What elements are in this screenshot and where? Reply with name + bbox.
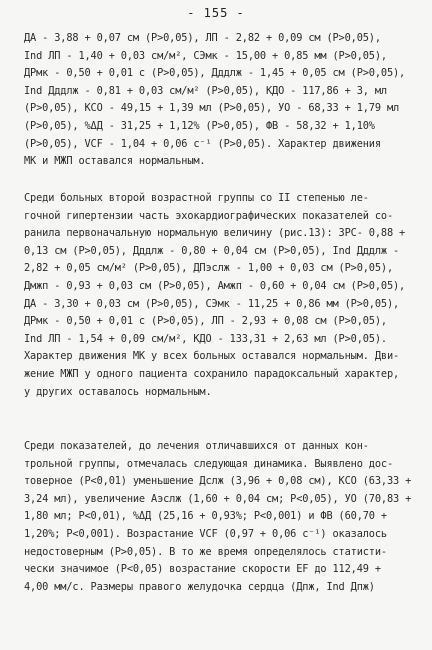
text-line: 0,13 см (Р>0,05), Дддлж - 0,80 + 0,04 см (Р>0,05), Ind Дддлж -	[24, 244, 400, 257]
text-line: жение МЖП у одного пациента сохранило парадоксальный характер,	[24, 367, 400, 380]
text-line: (Р>0,05), VСF - 1,04 + 0,06 с⁻¹ (Р>0,05). Характер движения	[24, 137, 381, 150]
text-line: Ind ЛП - 1,54 + 0,09 см/м², КДО - 133,31 + 2,63 мл (Р>0,05).	[24, 332, 387, 345]
text-line: 1,20%; Р<0,001). Возрастание VСF (0,97 + 0,06 с⁻¹) оказалось	[24, 527, 387, 540]
text-line: Ind ЛП - 1,40 + 0,03 см/м², СЭмк - 15,00 + 0,85 мм (Р>0,05),	[24, 49, 387, 62]
text-line: Среди показателей, до лечения отличавшихся от данных кон-	[24, 440, 369, 452]
text-line: ДРмк - 0,50 + 0,01 с (Р>0,05), ЛП - 2,93 + 0,08 см (Р>0,05),	[24, 315, 387, 328]
text-line: у других оставалось нормальным.	[24, 385, 212, 398]
text-line: Характер движения МК у всех больных оставался нормальным. Дви-	[24, 350, 400, 363]
text-line: чески значимое (Р<0,05) возрастание скорости EF до 112,49 +	[24, 563, 381, 576]
text-line: Дмжп - 0,93 + 0,03 см (Р>0,05), Амжп - 0,60 + 0,04 см (Р>0,05),	[24, 279, 406, 292]
text-line: 1,80 мл; Р<0,01), %ΔД (25,16 + 0,93%; Р<0,001) и ФВ (60,70 +	[24, 510, 387, 523]
text-line: ДА - 3,88 + 0,07 см (Р>0,05), ЛП - 2,82 + 0,09 см (Р>0,05),	[24, 32, 381, 44]
text-line: 4,00 мм/с. Размеры правого желудочка сердца (Дпж, Ind Дпж)	[24, 580, 375, 593]
text-line: ДА - 3,30 + 0,03 см (Р>0,05), СЭмк - 11,25 + 0,86 мм (Р>0,05),	[24, 297, 400, 310]
text-line: ранила первоначальную нормальную величину (рис.13): ЗРС- 0,88 +	[24, 227, 406, 240]
text-line: (Р>0,05), КСО - 49,15 + 1,39 мл (Р>0,05), УО - 68,33 + 1,79 мл	[24, 102, 400, 115]
text-line: трольной группы, отмечалась следующая динамика. Выявлено дос-	[24, 457, 394, 470]
text-line: 3,24 мл), увеличение Аэслж (1,60 + 0,04 см; Р<0,05), УО (70,83 +	[24, 492, 412, 505]
paragraph-3	[24, 438, 420, 596]
text-line: гочной гипертензии часть эхокардиографических показателей со-	[24, 209, 394, 222]
text-line: (Р>0,05), %ΔД - 31,25 + 1,12% (Р>0,05), ФВ - 58,32 + 1,10%	[24, 119, 375, 132]
paragraph-2	[24, 190, 420, 401]
text-line: Среди больных второй возрастной группы со II степенью ле-	[24, 192, 369, 204]
text-line: Ind Дддлж - 0,81 + 0,03 см/м² (Р>0,05), КДО - 117,86 + 3, мл	[24, 84, 387, 97]
text-line: МК и МЖП оставался нормальным.	[24, 155, 206, 168]
text-line: товерное (Р<0,01) уменьшение Дслж (3,96 + 0,08 см), КСО (63,33 +	[24, 475, 412, 488]
paragraph-1	[24, 30, 420, 171]
text-line: ДРмк - 0,50 + 0,01 с (Р>0,05), Дддлж - 1,45 + 0,05 см (Р>0,05),	[24, 67, 406, 80]
text-line: 2,82 + 0,05 см/м² (Р>0,05), ДПэслж - 1,00 + 0,03 см (Р>0,05),	[24, 262, 394, 275]
text-line: недостоверным (Р>0,05). В то же время определялось статисти-	[24, 545, 387, 558]
page-number: - 155 -	[187, 6, 245, 20]
